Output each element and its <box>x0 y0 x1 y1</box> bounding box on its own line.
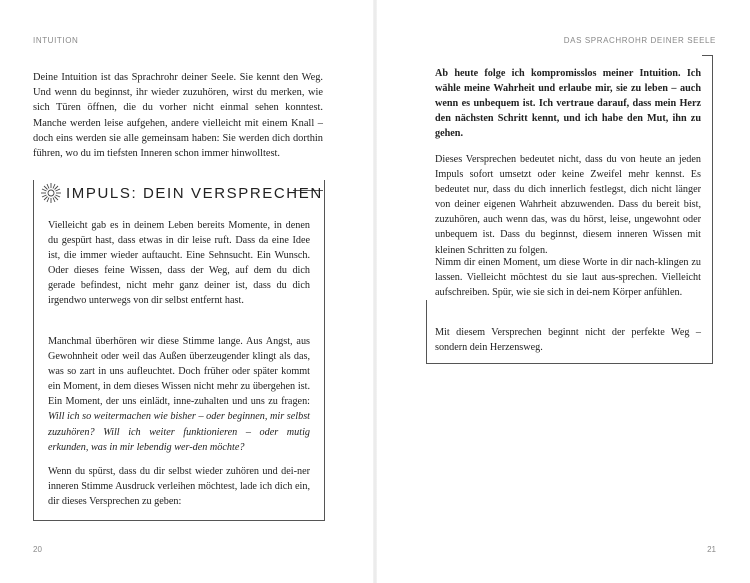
impuls-heading <box>40 182 323 204</box>
impuls-paragraph-2 <box>48 334 310 455</box>
page-number-left: 20 <box>33 545 42 554</box>
sun-burst-icon <box>40 182 62 204</box>
impuls-paragraph-3: Wenn du spürst, dass du dir selbst wieder zuhören und dei-ner inneren Stimme Ausdruck verleihen möchtest, lade ich dich ein, dir dieses Versprechen zu geben: <box>48 466 310 508</box>
promise-paragraph-2: Nimm dir einen Moment, um diese Worte in dir nach-klingen zu lassen. Vielleicht möchtest du sie laut aus-sprechen. Vielleicht aufschreiben. Spür, wie sie sich in dei-nem Körper anfühlen. <box>435 257 701 299</box>
impuls-paragraph-2-text: Manchmal überhören wir diese Stimme lange. Aus Angst, aus Gewohnheit oder weil das Außen überzeugender klingt als das, was so zart in uns aufleuchtet. Doch früher oder später kommt ein Moment, in dem dieses Wissen nicht mehr zu übergehen ist. Ein Moment, der uns einlädt, inne-zuhalten und uns zu fragen: <box>48 336 310 408</box>
promise-statement: Ab heute folge ich kompromisslos meiner Intuition. Ich wähle meine Wahrheit und erlaube mir, sie zu leben – auch wenn es unbequem ist. Ich vertraue darauf, dass mein Herz den nächsten Schritt kennt, und ich habe den Mut, ihn zu gehen. <box>435 68 701 140</box>
right-page <box>375 0 750 583</box>
promise-box-top-rule <box>702 55 712 56</box>
impuls-paragraph-1: Vielleicht gab es in deinem Leben bereits Momente, in denen du gespürt hast, dass etwas in dir leise ruft. Dass da eine Idee ist, die immer wieder auftaucht. Eine Sehnsucht. Ein Wunsch. Oder dieses feine Wissen, dass der Weg, auf dem du dich gerade befindest, nicht mehr ganz deiner ist, dass du dich irgendwo unterwegs von dir selbst entfernt hast. <box>48 220 310 307</box>
running-head-right: DAS SPRACHROHR DEINER SEELE <box>563 36 716 45</box>
intro-paragraph: Deine Intuition ist das Sprachrohr deiner Seele. Sie kennt den Weg. Und wenn du beginnst, ihr wieder zuzuhören, wirst du merken, wie sich Türen öffnen, die du vorher nicht einmal sehen konntest. Manche werden leise aufgehen, andere vielleicht mit einem Knall – doch eins werden sie alle gemeinsam haben: Sie werden dich dorthin führen, wo du im tiefsten Inneren schon immer hinwolltest. <box>33 72 323 160</box>
running-head-left: INTUITION <box>33 36 79 45</box>
promise-paragraph-3: Mit diesem Versprechen beginnt nicht der perfekte Weg – sondern dein Herzensweg. <box>435 327 701 354</box>
promise-box-left-rule <box>426 300 427 363</box>
page-number-right: 21 <box>707 545 716 554</box>
impuls-paragraph-2-question: Will ich so weitermachen wie bisher – oder beginnen, mir selbst zuzuhören? Will ich weiter funktionieren – oder mutig erkunden, was in mir lebendig wer-den möchte? <box>48 411 310 453</box>
impuls-title: IMPULS: DEIN VERSPRECHEN <box>66 184 323 202</box>
promise-paragraph-1: Dieses Versprechen bedeutet nicht, dass du von heute an jeden Impuls sofort umsetzt oder keine Zweifel mehr kennst. Es bedeutet nur, dass du dich innerlich festlegst, dich nicht länger von deiner eigenen Wahrheit abzuwenden. Dass du bereit bist, zuzuhören, auch wenn das, was du hörst, leise, ungewohnt oder unbequem ist. Dass du beginnst, diesem inneren Wissen mit kleinen Schritten zu folgen. <box>435 154 701 256</box>
